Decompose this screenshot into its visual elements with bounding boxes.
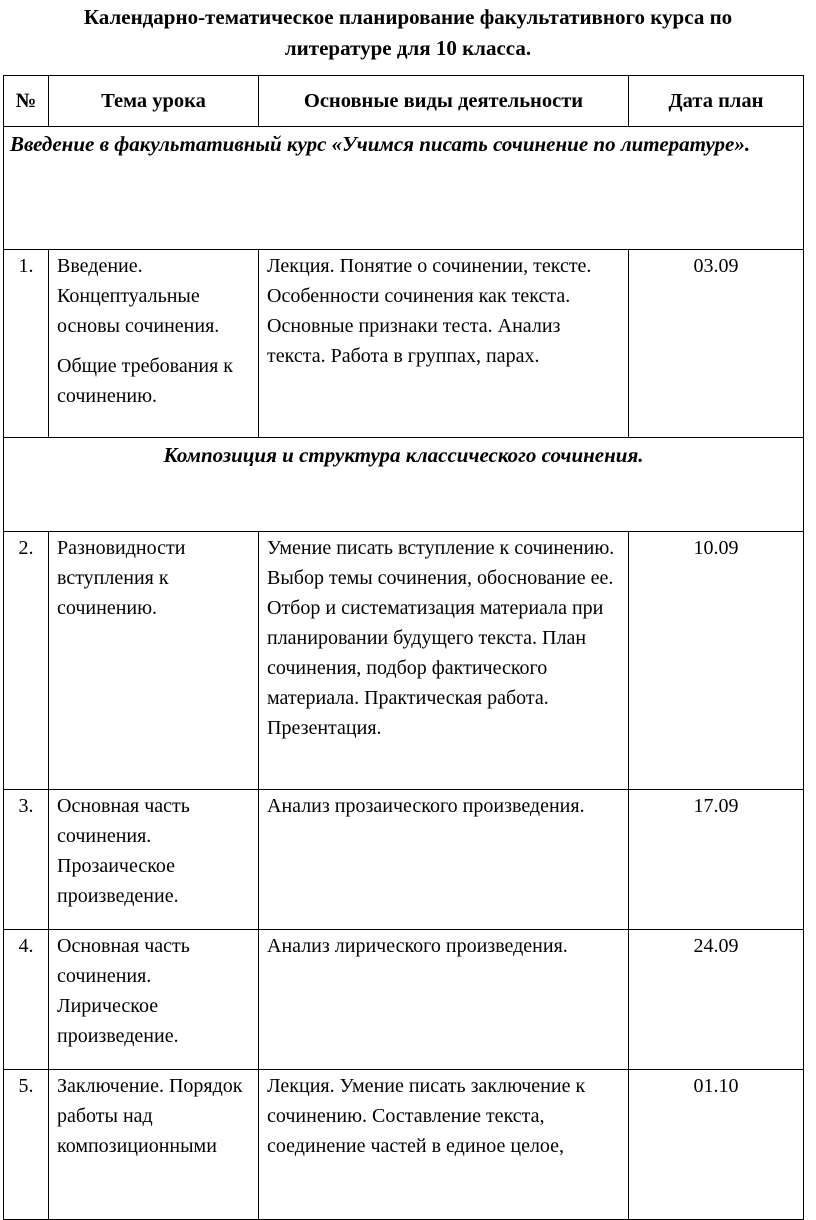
row-topic: Разновидности вступления к сочинению. [49,532,259,790]
row-topic: Заключение. Порядок работы над композиционными [49,1070,259,1220]
row-date: 10.09 [629,532,804,790]
row-date: 24.09 [629,930,804,1070]
row-number: 5. [4,1070,49,1220]
row-topic-part-1: Введение. Концептуальные основы сочинения. [57,255,220,337]
row-activity: Умение писать вступление к сочинению. Выбор темы сочинения, обоснование ее. Отбор и систематизация материала при планировании будущего текста. План сочинения, подбор фактического материала. Практическая работа. Презентация. [259,532,629,790]
title-line-1: Календарно-тематическое планирование факультативного курса по [83,5,733,29]
row-topic-part-2: Общие требования к сочинению. [57,355,234,407]
table-row [4,790,804,930]
row-date: 03.09 [629,250,804,438]
table-row [4,250,804,438]
row-activity: Анализ прозаического произведения. [259,790,629,930]
row-activity: Лекция. Умение писать заключение к сочинению. Составление текста, соединение частей в единое целое, [259,1070,629,1220]
page-title [0,2,816,64]
row-number: 4. [4,930,49,1070]
row-activity: Лекция. Понятие о сочинении, тексте. Особенности сочинения как текста. Основные признаки теста. Анализ текста. Работа в группах, парах. [259,250,629,438]
header-activity: Основные виды деятельности [259,76,629,127]
table-header-row [4,76,804,127]
table-row [4,532,804,790]
row-number: 2. [4,532,49,790]
table-row [4,930,804,1070]
row-topic: Основная часть сочинения. Прозаическое произведение. [49,790,259,930]
row-number: 3. [4,790,49,930]
section-title-composition: Композиция и структура классического сочинения. [4,438,804,532]
header-date: Дата план [629,76,804,127]
title-line-2: литературе для 10 класса. [284,36,532,60]
row-number: 1. [4,250,49,438]
header-number: № [4,76,49,127]
row-topic: Основная часть сочинения. Лирическое произведение. [49,930,259,1070]
row-date: 01.10 [629,1070,804,1220]
section-row [4,127,804,250]
header-topic: Тема урока [49,76,259,127]
row-topic [49,250,259,438]
section-row [4,438,804,532]
section-title-intro: Введение в факультативный курс «Учимся писать сочинение по литературе». [4,127,804,250]
planning-table [3,75,804,1220]
row-activity: Анализ лирического произведения. [259,930,629,1070]
row-date: 17.09 [629,790,804,930]
table-row [4,1070,804,1220]
